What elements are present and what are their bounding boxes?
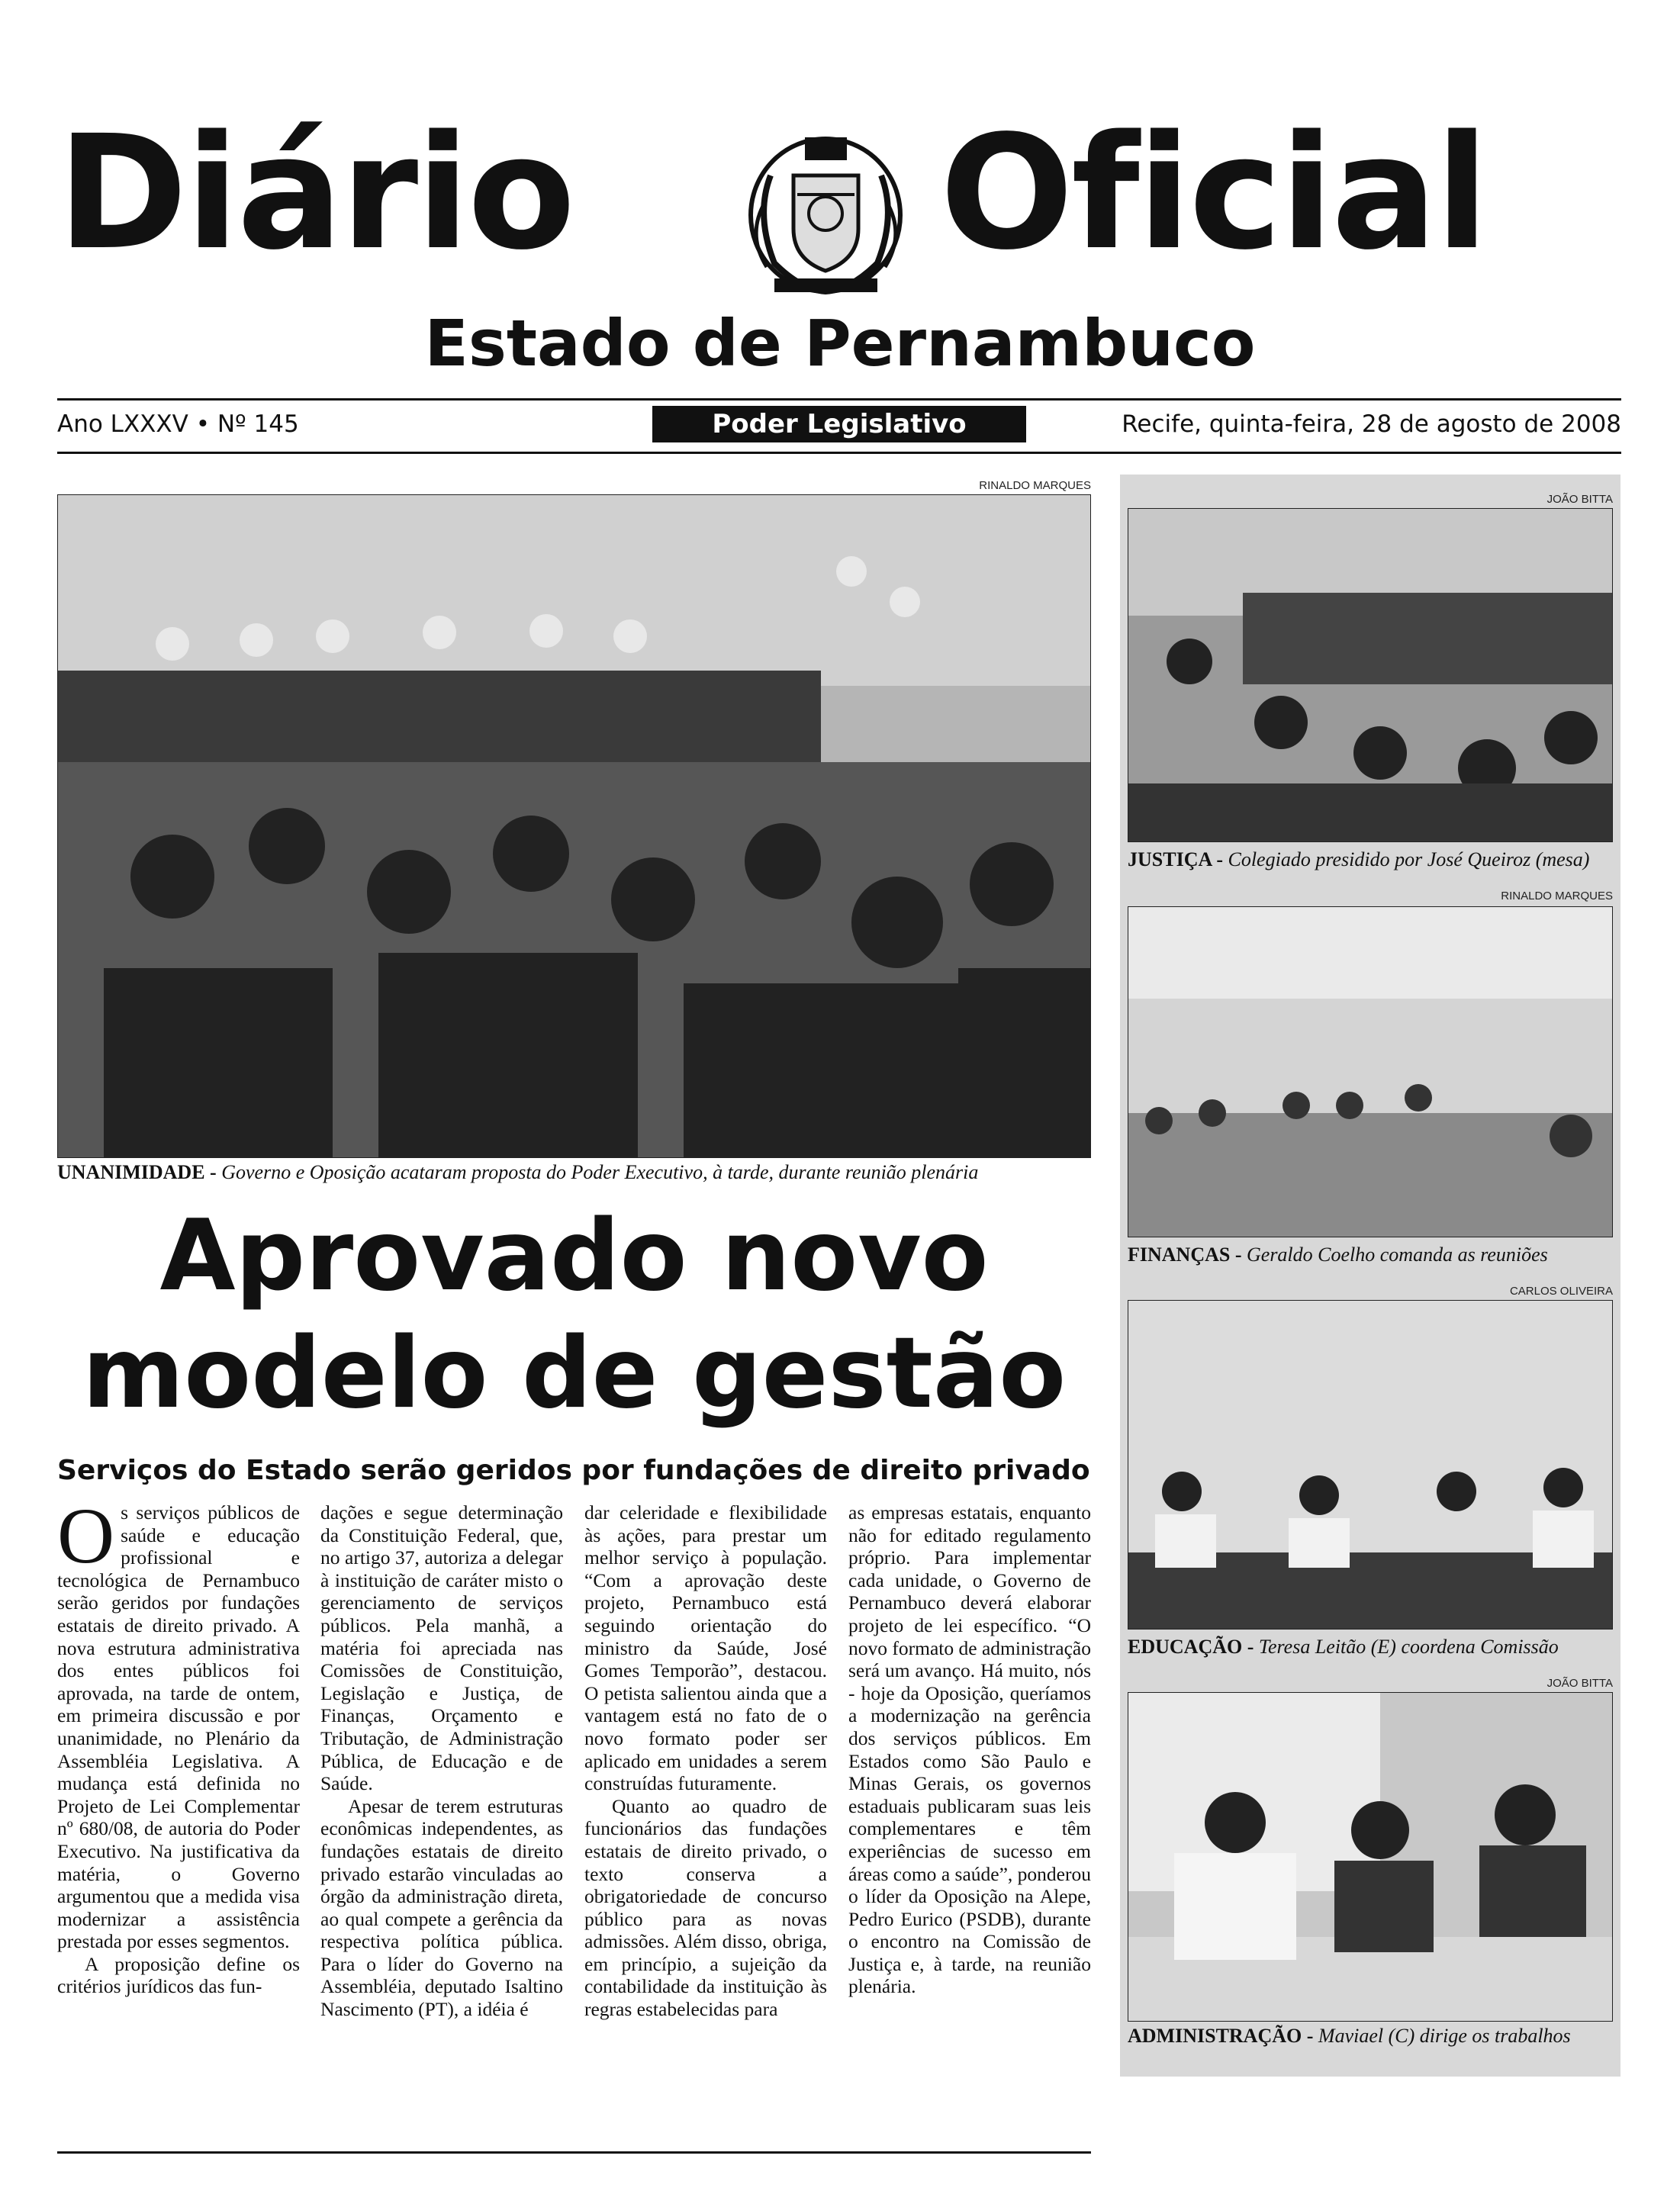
sidebar-credit-1: JOÃO BITTA — [1546, 493, 1613, 506]
article-col3-para2: Quanto ao quadro de funcionários das fundações estatais de direito privado, o texto conserva a obrigatoriedade de concurso público para as novas admissões. Além disso, obriga, em princípio, a sujeição da contabilidade da instituição às regras estabelecidas para — [584, 1794, 827, 2021]
main-photo-credit: RINALDO MARQUES — [979, 479, 1091, 492]
sidebar-caption-3 — [1128, 1636, 1559, 1659]
masthead-title-left: Diário — [57, 101, 574, 285]
article-col1-para1: s serviços públicos de saúde e educação profissional e tecnológica de Pernambuco serão geridos por fundações estatais de direito privado. A nova estrutura administrativa dos entes públicos foi aprovada, na tarde de ontem, em primeira discussão e por unanimidade, no Plenário da Assembléia Legislativa. A mudança está definida no Projeto de Lei Complementar nº 680/08, de autoria do Poder Executivo. Na justificativa da matéria, o Governo argumentou que a medida visa modernizar a assistência prestada por esses segmentos. — [57, 1501, 300, 1953]
headline-line-1: Aprovado novo — [159, 1199, 989, 1313]
sidebar-photo-administracao — [1128, 1692, 1613, 2022]
main-photo-caption — [57, 1161, 978, 1184]
caption-label: UNANIMIDADE - — [57, 1161, 217, 1183]
sidebar-credit-2: RINALDO MARQUES — [1501, 890, 1613, 902]
sidebar-credit-4: JOÃO BITTA — [1546, 1677, 1613, 1690]
sidebar-caption-4-label: ADMINISTRAÇÃO - — [1128, 2025, 1314, 2047]
article-column-2 — [320, 1501, 563, 2150]
headline-line-2: modelo de gestão — [82, 1317, 1067, 1430]
sidebar-caption-2-label: FINANÇAS - — [1128, 1243, 1242, 1266]
caption-text: Governo e Oposição acataram proposta do Poder Executivo, à tarde, durante reunião plenária — [221, 1161, 979, 1183]
article-column-3 — [584, 1501, 827, 2150]
header-bottom-rule — [57, 452, 1621, 454]
sidebar-caption-1-label: JUSTIÇA - — [1128, 848, 1223, 870]
sidebar-caption-2 — [1128, 1243, 1548, 1266]
article-col2-para1: dações e segue determinação da Constituição Federal, que, no artigo 37, autoriza a delegar à instituição de caráter misto o gerenciamento de serviços públicos. Pela manhã, a matéria foi apreciada nas Comissões de Constituição, Legislação e Justiça, de Finanças, Orçamento e Tributação, de Administração Pública, de Educação e de Saúde. — [320, 1501, 563, 1795]
article-col2-para2: Apesar de terem estruturas econômicas independentes, as fundações estatais de direito privado estarão vinculadas ao órgão da administração direta, ao qual compete a gerência da respectiva política pública. Para o líder do Governo na Assembléia, deputado Isaltino Nascimento (PT), a idéia é — [320, 1794, 563, 2021]
article-col1-para2: A proposição define os critérios jurídicos das fun- — [57, 1952, 300, 1998]
article-column-1 — [57, 1501, 300, 2150]
edition-number: Ano LXXXV • Nº 145 — [57, 410, 299, 438]
masthead-subtitle: Estado de Pernambuco — [424, 306, 1256, 381]
sidebar-caption-4 — [1128, 2025, 1571, 2048]
sidebar-caption-3-label: EDUCAÇÃO - — [1128, 1636, 1254, 1658]
sidebar-caption-1 — [1128, 848, 1589, 871]
dropcap: O — [57, 1501, 115, 1580]
sidebar-caption-2-text: Geraldo Coelho comanda as reuniões — [1247, 1243, 1548, 1266]
top-rule — [57, 398, 1621, 401]
sidebar-caption-4-text: Maviael (C) dirige os trabalhos — [1318, 2025, 1571, 2047]
sidebar-caption-3-text: Teresa Leitão (E) coordena Comissão — [1258, 1636, 1559, 1658]
sidebar-photo-justica — [1128, 508, 1613, 842]
section-badge: Poder Legislativo — [652, 406, 1026, 442]
subheadline: Serviços do Estado serão geridos por fundações de direito privado — [57, 1455, 1090, 1486]
sidebar-photo-educacao — [1128, 1300, 1613, 1630]
masthead-title-right: Oficial — [940, 101, 1487, 285]
issue-date: Recife, quinta-feira, 28 de agosto de 2008 — [1122, 410, 1621, 438]
headline — [57, 1198, 1091, 1433]
article-column-4 — [848, 1501, 1091, 2150]
sidebar-credit-3: CARLOS OLIVEIRA — [1509, 1285, 1613, 1298]
sidebar-caption-1-text: Colegiado presidido por José Queiroz (mesa) — [1228, 848, 1590, 870]
coat-of-arms-icon — [732, 130, 919, 301]
article-bottom-rule — [57, 2151, 1091, 2154]
sidebar-photo-financas — [1128, 906, 1613, 1237]
main-photo — [57, 494, 1091, 1158]
article-col4-para1: as empresas estatais, enquanto não for editado regulamento próprio. Para implementar cada unidade, o Governo de Pernambuco deverá elaborar projeto de lei específico. “O novo formato de administração será um avanço. Há muito, nós - hoje da Oposição, queríamos a modernização na gerência dos serviços públicos. Em Estados como São Paulo e Minas Gerais, os governos estaduais publicaram suas leis complementares e têm experiências de sucesso em áreas como a saúde”, ponderou o líder da Oposição na Alepe, Pedro Eurico (PSDB), durante o encontro na Comissão de Justiça e, à tarde, na reunião plenária. — [848, 1501, 1091, 1998]
article-col3-para1: dar celeridade e flexibilidade às ações, para prestar um melhor serviço à população. “Com a aprovação deste projeto, Pernambuco está seguindo orientação do ministro da Saúde, José Gomes Temporão”, destacou. O petista salientou ainda que a vantagem está no fato de o novo formato poder ser aplicado em unidades a serem construídas futuramente. — [584, 1501, 827, 1795]
